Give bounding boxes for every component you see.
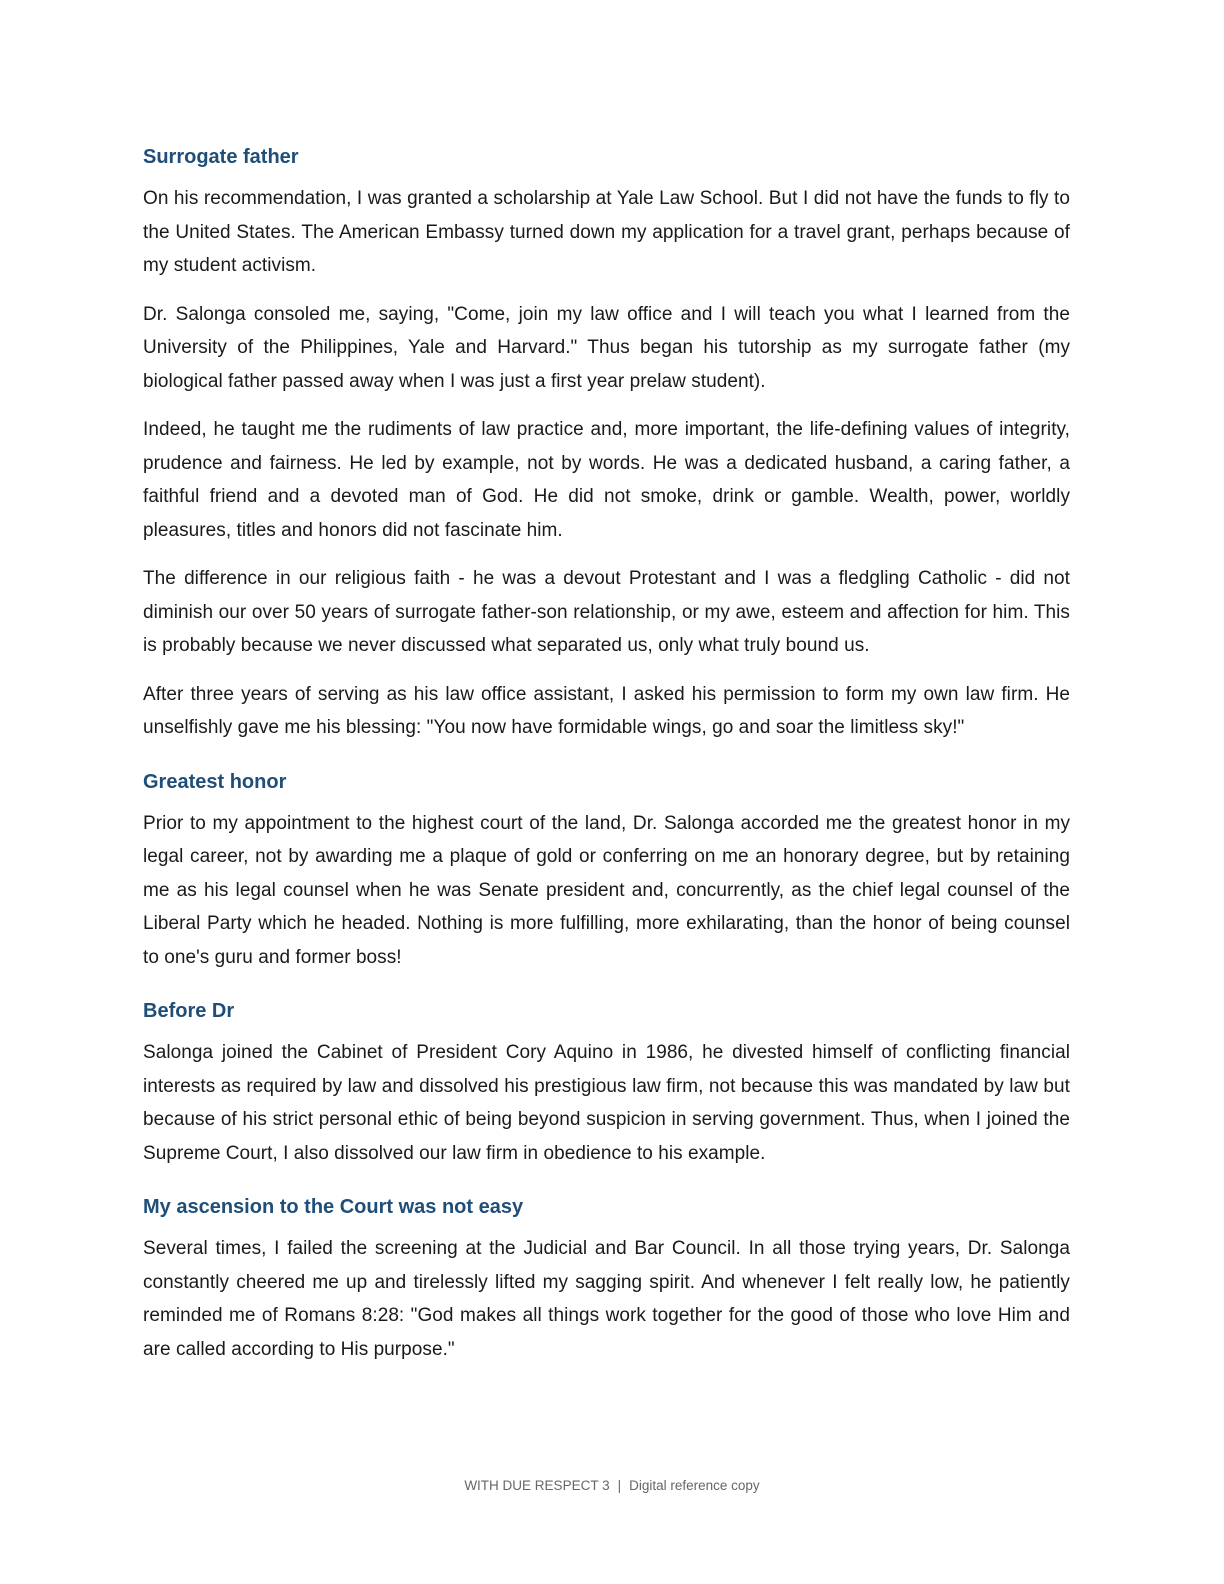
paragraph: Prior to my appointment to the highest court of the land, Dr. Salonga accorded me the greatest honor in my legal career, not by awarding me a plaque of gold or conferring on me an honorary degree, but by retaining me as his legal counsel when he was Senate president and, concurrently, as the chief legal counsel of the Liberal Party which he headed. Nothing is more fulfilling, more exhilarating, than the honor of being counsel to one's guru and former boss! [143, 812, 1070, 968]
footer-separator: | [617, 1478, 622, 1493]
paragraph: Dr. Salonga consoled me, saying, "Come, join my law office and I will teach you what I learned from the University of the Philippines, Yale and Harvard." Thus began his tutorship as my surrogate father (my biological father passed away when I was just a first year prelaw student). [143, 303, 1070, 392]
section-heading-greatest-honor: Greatest honor [143, 770, 287, 793]
footer-note: Digital reference copy [629, 1478, 760, 1493]
paragraph: Several times, I failed the screening at the Judicial and Bar Council. In all those trying years, Dr. Salonga constantly cheered me up and tirelessly lifted my sagging spirit. And whenever I felt really low, he patiently reminded me of Romans 8:28: "God makes all things work together for the good of those who love Him and are called according to His purpose." [143, 1238, 1070, 1360]
section-heading-ascension: My ascension to the Court was not easy [143, 1196, 524, 1218]
document-body [143, 140, 1070, 1366]
paragraph: Salonga joined the Cabinet of President Cory Aquino in 1986, he divested himself of conflicting financial interests as required by law and dissolved his prestigious law firm, not because this was mandated by law but because of his strict personal ethic of being beyond suspicion in serving government. Thus, when I joined the Supreme Court, I also dissolved our law firm in obedience to his example. [143, 1042, 1070, 1164]
page-footer [0, 1478, 1224, 1493]
section-heading-surrogate-father: Surrogate father [143, 146, 299, 168]
paragraph: After three years of serving as his law office assistant, I asked his permission to form my own law firm. He unselfishly gave me his blessing: "You now have formidable wings, go and soar the limitless sky!" [143, 683, 1070, 738]
paragraph: Indeed, he taught me the rudiments of law practice and, more important, the life-defining values of integrity, prudence and fairness. He led by example, not by words. He was a dedicated husband, a caring father, a faithful friend and a devoted man of God. He did not smoke, drink or gamble. Wealth, power, worldly pleasures, titles and honors did not fascinate him. [143, 419, 1070, 541]
paragraph: The difference in our religious faith - he was a devout Protestant and I was a fledgling Catholic - did not diminish our over 50 years of surrogate father-son relationship, or my awe, esteem and affection for him. This is probably because we never discussed what separated us, only what truly bound us. [143, 568, 1070, 656]
footer-title: WITH DUE RESPECT 3 [464, 1478, 610, 1493]
paragraph: On his recommendation, I was granted a scholarship at Yale Law School. But I did not have the funds to fly to the United States. The American Embassy turned down my application for a travel grant, perhaps because of my student activism. [143, 188, 1070, 276]
section-heading-before-dr: Before Dr [143, 1000, 235, 1022]
